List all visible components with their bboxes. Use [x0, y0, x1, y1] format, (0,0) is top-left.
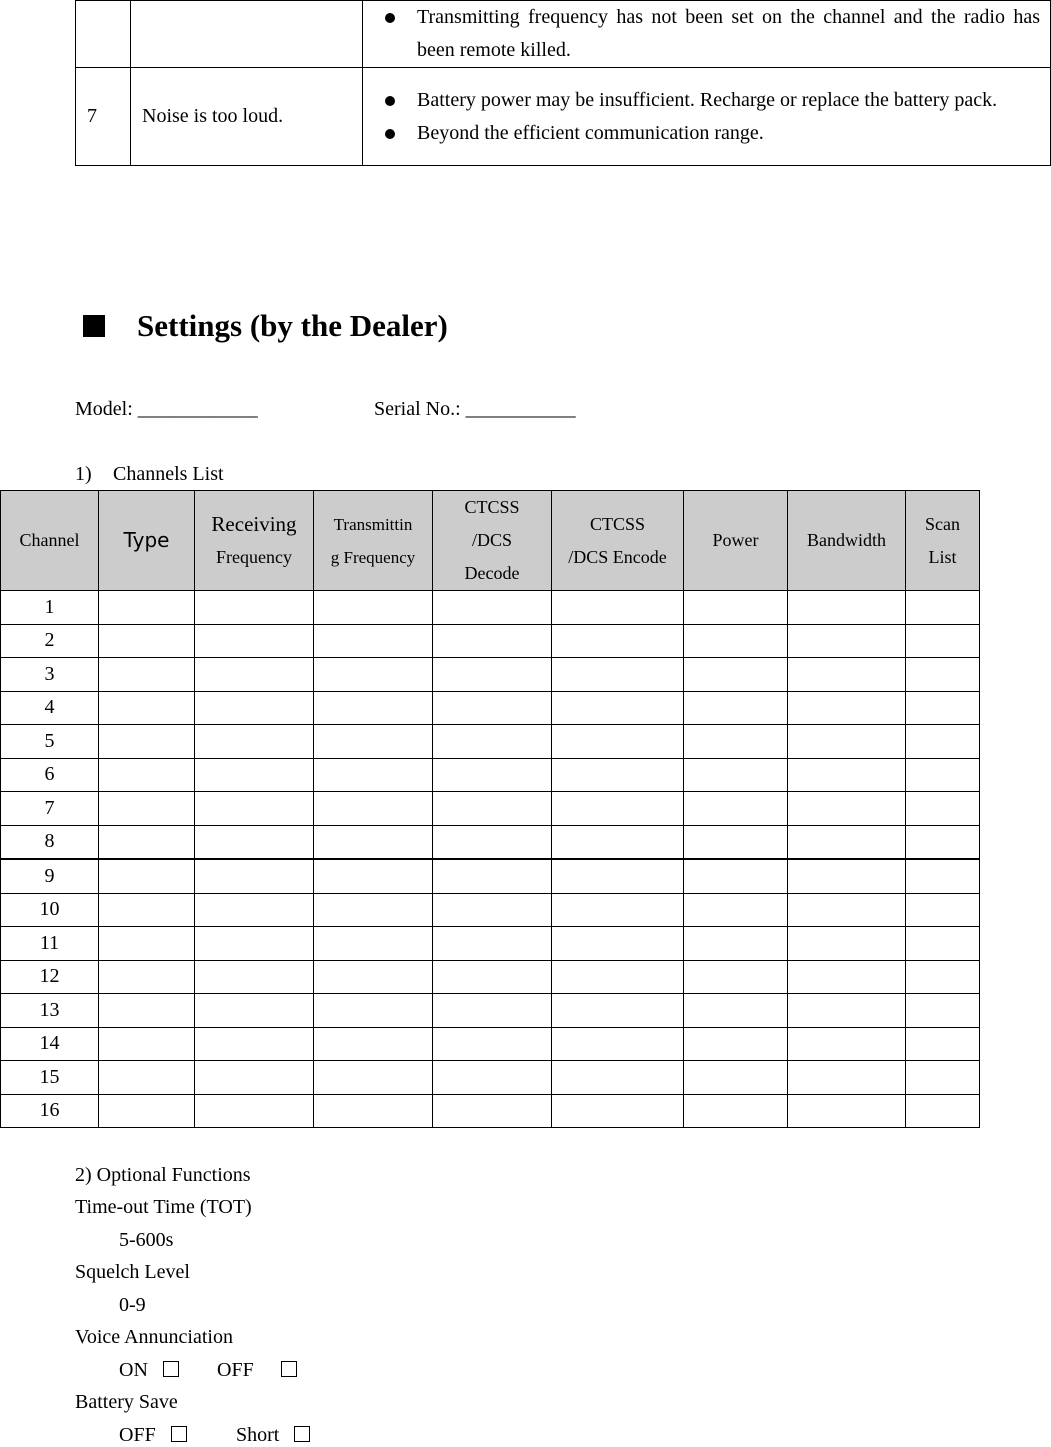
- channel-cell[interactable]: [433, 725, 552, 759]
- channel-cell[interactable]: [906, 725, 980, 759]
- bullet-icon: [363, 1, 417, 67]
- voice-on-label: ON: [119, 1359, 148, 1381]
- channel-cell[interactable]: [684, 1027, 788, 1061]
- list-item: [363, 84, 1040, 117]
- battery-off-option: [119, 1424, 187, 1447]
- row-problem: Noise is too loud.: [131, 68, 363, 166]
- channel-number: 10: [1, 893, 99, 927]
- channel-number: 13: [1, 994, 99, 1028]
- channel-cell[interactable]: [684, 893, 788, 927]
- header-type: Type: [99, 491, 195, 591]
- channel-cell[interactable]: [552, 927, 684, 961]
- table-row: [1, 691, 980, 725]
- section-heading: [75, 308, 448, 344]
- channel-cell[interactable]: [906, 792, 980, 826]
- channel-cell[interactable]: [195, 859, 314, 893]
- channel-cell[interactable]: [906, 994, 980, 1028]
- channel-cell[interactable]: [684, 960, 788, 994]
- channel-cell[interactable]: [314, 1027, 433, 1061]
- channel-cell[interactable]: [314, 927, 433, 961]
- battery-off-label: OFF: [119, 1424, 156, 1446]
- channel-cell[interactable]: [906, 758, 980, 792]
- channel-cell[interactable]: [99, 1027, 195, 1061]
- serial-field: Serial No.: ___________: [374, 398, 576, 420]
- row-solutions: [363, 1, 1051, 68]
- channel-number: 12: [1, 960, 99, 994]
- channel-cell[interactable]: [433, 1061, 552, 1095]
- table-row: [1, 591, 980, 625]
- channel-cell[interactable]: [314, 859, 433, 893]
- channel-cell[interactable]: [195, 1061, 314, 1095]
- channel-cell[interactable]: [788, 691, 906, 725]
- header-transmitting: Transmittin g Frequency: [314, 491, 433, 591]
- channel-cell[interactable]: [195, 658, 314, 692]
- channel-number: 5: [1, 725, 99, 759]
- list-item: [363, 117, 1040, 150]
- channels-list-title: Channels List: [113, 463, 224, 485]
- solution-text: Battery power may be insufficient. Recharge or replace the battery pack.: [417, 88, 998, 111]
- channel-number: 8: [1, 825, 99, 859]
- battery-short-checkbox[interactable]: [294, 1426, 310, 1442]
- row-number: 7: [76, 68, 131, 166]
- channel-cell[interactable]: [99, 859, 195, 893]
- table-row: [1, 994, 980, 1028]
- channel-cell[interactable]: [99, 658, 195, 692]
- table-row: [76, 1, 1051, 68]
- tot-value: 5-600s: [119, 1229, 174, 1251]
- channel-cell[interactable]: [314, 960, 433, 994]
- solution-text: Beyond the efficient communication range.: [417, 121, 764, 144]
- channel-cell[interactable]: [684, 591, 788, 625]
- list-item: [363, 1, 1040, 67]
- table-row: [1, 1027, 980, 1061]
- header-encode: CTCSS /DCS Encode: [552, 491, 684, 591]
- channel-cell[interactable]: [433, 624, 552, 658]
- channel-cell[interactable]: [195, 960, 314, 994]
- channel-cell[interactable]: [684, 725, 788, 759]
- channel-cell[interactable]: [195, 825, 314, 859]
- channel-cell[interactable]: [552, 1094, 684, 1128]
- channel-cell[interactable]: [684, 859, 788, 893]
- channel-cell[interactable]: [314, 825, 433, 859]
- channel-number: 3: [1, 658, 99, 692]
- channel-cell[interactable]: [552, 1027, 684, 1061]
- channel-number: 6: [1, 758, 99, 792]
- channel-cell[interactable]: [552, 758, 684, 792]
- channel-cell[interactable]: [99, 927, 195, 961]
- channel-cell[interactable]: [314, 725, 433, 759]
- table-row: [1, 960, 980, 994]
- channel-cell[interactable]: [99, 1061, 195, 1095]
- channel-cell[interactable]: [684, 1061, 788, 1095]
- channel-number: 1: [1, 591, 99, 625]
- battery-short-option: [236, 1424, 310, 1447]
- channel-cell[interactable]: [195, 725, 314, 759]
- channel-cell[interactable]: [433, 591, 552, 625]
- channel-cell[interactable]: [314, 624, 433, 658]
- channel-number: 4: [1, 691, 99, 725]
- channel-number: 7: [1, 792, 99, 826]
- battery-label: Battery Save: [75, 1391, 178, 1413]
- header-scan-list: Scan List: [906, 491, 980, 591]
- channel-cell[interactable]: [684, 927, 788, 961]
- channel-cell[interactable]: [195, 893, 314, 927]
- channel-cell[interactable]: [552, 960, 684, 994]
- row-problem: [131, 1, 363, 68]
- channel-cell[interactable]: [788, 1027, 906, 1061]
- header-bandwidth: Bandwidth: [788, 491, 906, 591]
- channel-cell[interactable]: [433, 960, 552, 994]
- channel-cell[interactable]: [788, 994, 906, 1028]
- optional-functions-title: 2) Optional Functions: [75, 1164, 251, 1186]
- table-header-row: [1, 491, 980, 591]
- channel-cell[interactable]: [314, 691, 433, 725]
- channel-cell[interactable]: [314, 658, 433, 692]
- channel-cell[interactable]: [433, 825, 552, 859]
- channel-cell[interactable]: [99, 591, 195, 625]
- header-power: Power: [684, 491, 788, 591]
- channel-cell[interactable]: [684, 1094, 788, 1128]
- header-channel: Channel: [1, 491, 99, 591]
- table-row: [1, 927, 980, 961]
- channel-cell[interactable]: [906, 591, 980, 625]
- channel-cell[interactable]: [906, 927, 980, 961]
- heading-text: Settings (by the Dealer): [137, 308, 448, 343]
- channel-cell[interactable]: [788, 859, 906, 893]
- channel-number: 16: [1, 1094, 99, 1128]
- channel-cell[interactable]: [684, 758, 788, 792]
- channel-cell[interactable]: [788, 591, 906, 625]
- channel-cell[interactable]: [552, 725, 684, 759]
- channel-cell[interactable]: [906, 1027, 980, 1061]
- channel-cell[interactable]: [552, 792, 684, 826]
- channel-cell[interactable]: [552, 1061, 684, 1095]
- table-row: [1, 893, 980, 927]
- channel-cell[interactable]: [195, 691, 314, 725]
- solution-text: Transmitting frequency has not been set on the channel and the radio has been remote killed.: [417, 6, 1040, 61]
- channel-number: 11: [1, 927, 99, 961]
- channels-list-number: 1): [75, 463, 92, 485]
- channel-cell[interactable]: [906, 691, 980, 725]
- channel-cell[interactable]: [99, 825, 195, 859]
- table-row: [1, 792, 980, 826]
- battery-short-label: Short: [236, 1424, 280, 1446]
- table-row: [1, 1061, 980, 1095]
- channel-cell[interactable]: [788, 1094, 906, 1128]
- channel-cell[interactable]: [433, 994, 552, 1028]
- channel-cell[interactable]: [788, 927, 906, 961]
- channel-cell[interactable]: [684, 994, 788, 1028]
- channel-cell[interactable]: [195, 792, 314, 826]
- channel-cell[interactable]: [552, 859, 684, 893]
- channel-cell[interactable]: [314, 792, 433, 826]
- channel-cell[interactable]: [195, 927, 314, 961]
- channel-cell[interactable]: [788, 825, 906, 859]
- bullet-icon: [363, 84, 417, 117]
- channel-cell[interactable]: [433, 691, 552, 725]
- channel-cell[interactable]: [433, 1094, 552, 1128]
- squelch-value: 0-9: [119, 1294, 146, 1316]
- squelch-label: Squelch Level: [75, 1261, 190, 1283]
- channel-cell[interactable]: [788, 658, 906, 692]
- channels-table: [0, 490, 980, 1128]
- channel-cell[interactable]: [195, 624, 314, 658]
- channel-cell[interactable]: [314, 1094, 433, 1128]
- channel-cell[interactable]: [99, 691, 195, 725]
- channel-cell[interactable]: [906, 893, 980, 927]
- channel-number: 14: [1, 1027, 99, 1061]
- channel-cell[interactable]: [433, 893, 552, 927]
- table-row: [1, 725, 980, 759]
- channel-cell[interactable]: [195, 1027, 314, 1061]
- channel-cell[interactable]: [314, 893, 433, 927]
- header-decode: CTCSS /DCS Decode: [433, 491, 552, 591]
- model-field: Model: ____________: [75, 398, 258, 420]
- channel-cell[interactable]: [552, 994, 684, 1028]
- channel-number: 9: [1, 859, 99, 893]
- channel-cell[interactable]: [99, 792, 195, 826]
- channel-cell[interactable]: [684, 624, 788, 658]
- channel-cell[interactable]: [195, 994, 314, 1028]
- channel-cell[interactable]: [433, 927, 552, 961]
- channel-cell[interactable]: [99, 960, 195, 994]
- channel-cell[interactable]: [99, 994, 195, 1028]
- channel-cell[interactable]: [552, 624, 684, 658]
- channel-cell[interactable]: [99, 758, 195, 792]
- table-row: [1, 758, 980, 792]
- channel-cell[interactable]: [788, 792, 906, 826]
- channel-cell[interactable]: [99, 624, 195, 658]
- channel-cell[interactable]: [684, 792, 788, 826]
- channel-cell[interactable]: [314, 758, 433, 792]
- channel-cell[interactable]: [552, 591, 684, 625]
- channel-cell[interactable]: [433, 859, 552, 893]
- bullet-icon: [363, 117, 417, 150]
- table-row: [1, 658, 980, 692]
- channel-cell[interactable]: [99, 893, 195, 927]
- channel-cell[interactable]: [906, 1061, 980, 1095]
- channel-cell[interactable]: [314, 1061, 433, 1095]
- table-row: [1, 1094, 980, 1128]
- row-solutions: [363, 68, 1051, 166]
- tot-label: Time-out Time (TOT): [75, 1196, 252, 1218]
- header-receiving: Receiving Frequency: [195, 491, 314, 591]
- channel-cell[interactable]: [552, 691, 684, 725]
- table-row: [1, 624, 980, 658]
- channel-cell[interactable]: [906, 1094, 980, 1128]
- channel-cell[interactable]: [99, 725, 195, 759]
- channel-cell[interactable]: [906, 658, 980, 692]
- channel-cell[interactable]: [788, 960, 906, 994]
- channel-cell[interactable]: [788, 624, 906, 658]
- table-row: [1, 825, 980, 859]
- battery-off-checkbox[interactable]: [171, 1426, 187, 1442]
- channel-cell[interactable]: [195, 758, 314, 792]
- channel-cell[interactable]: [314, 994, 433, 1028]
- voice-off-label: OFF: [217, 1359, 254, 1381]
- channel-cell[interactable]: [552, 825, 684, 859]
- channel-cell[interactable]: [195, 591, 314, 625]
- channel-cell[interactable]: [684, 691, 788, 725]
- channel-cell[interactable]: [906, 825, 980, 859]
- channel-cell[interactable]: [433, 792, 552, 826]
- channel-cell[interactable]: [552, 893, 684, 927]
- square-bullet-icon: [83, 315, 105, 337]
- troubleshooting-table: [75, 0, 1051, 166]
- channel-cell[interactable]: [788, 893, 906, 927]
- row-number: [76, 1, 131, 68]
- channels-table-body: [1, 591, 980, 1128]
- channel-number: 15: [1, 1061, 99, 1095]
- voice-off-option: [217, 1359, 297, 1382]
- channel-cell[interactable]: [433, 658, 552, 692]
- table-row: [1, 859, 980, 893]
- channel-cell[interactable]: [99, 1094, 195, 1128]
- voice-on-option: [119, 1359, 179, 1382]
- channel-cell[interactable]: [195, 1094, 314, 1128]
- voice-label: Voice Annunciation: [75, 1326, 233, 1348]
- channel-cell[interactable]: [906, 859, 980, 893]
- channel-cell[interactable]: [906, 960, 980, 994]
- channel-cell[interactable]: [314, 591, 433, 625]
- channel-cell[interactable]: [788, 725, 906, 759]
- channel-cell[interactable]: [788, 1061, 906, 1095]
- channel-cell[interactable]: [788, 758, 906, 792]
- channel-cell[interactable]: [684, 825, 788, 859]
- channel-cell[interactable]: [684, 658, 788, 692]
- table-row: [76, 68, 1051, 166]
- voice-off-checkbox[interactable]: [281, 1361, 297, 1377]
- channel-cell[interactable]: [433, 1027, 552, 1061]
- channel-cell[interactable]: [552, 658, 684, 692]
- voice-on-checkbox[interactable]: [163, 1361, 179, 1377]
- channel-number: 2: [1, 624, 99, 658]
- channel-cell[interactable]: [906, 624, 980, 658]
- channel-cell[interactable]: [433, 758, 552, 792]
